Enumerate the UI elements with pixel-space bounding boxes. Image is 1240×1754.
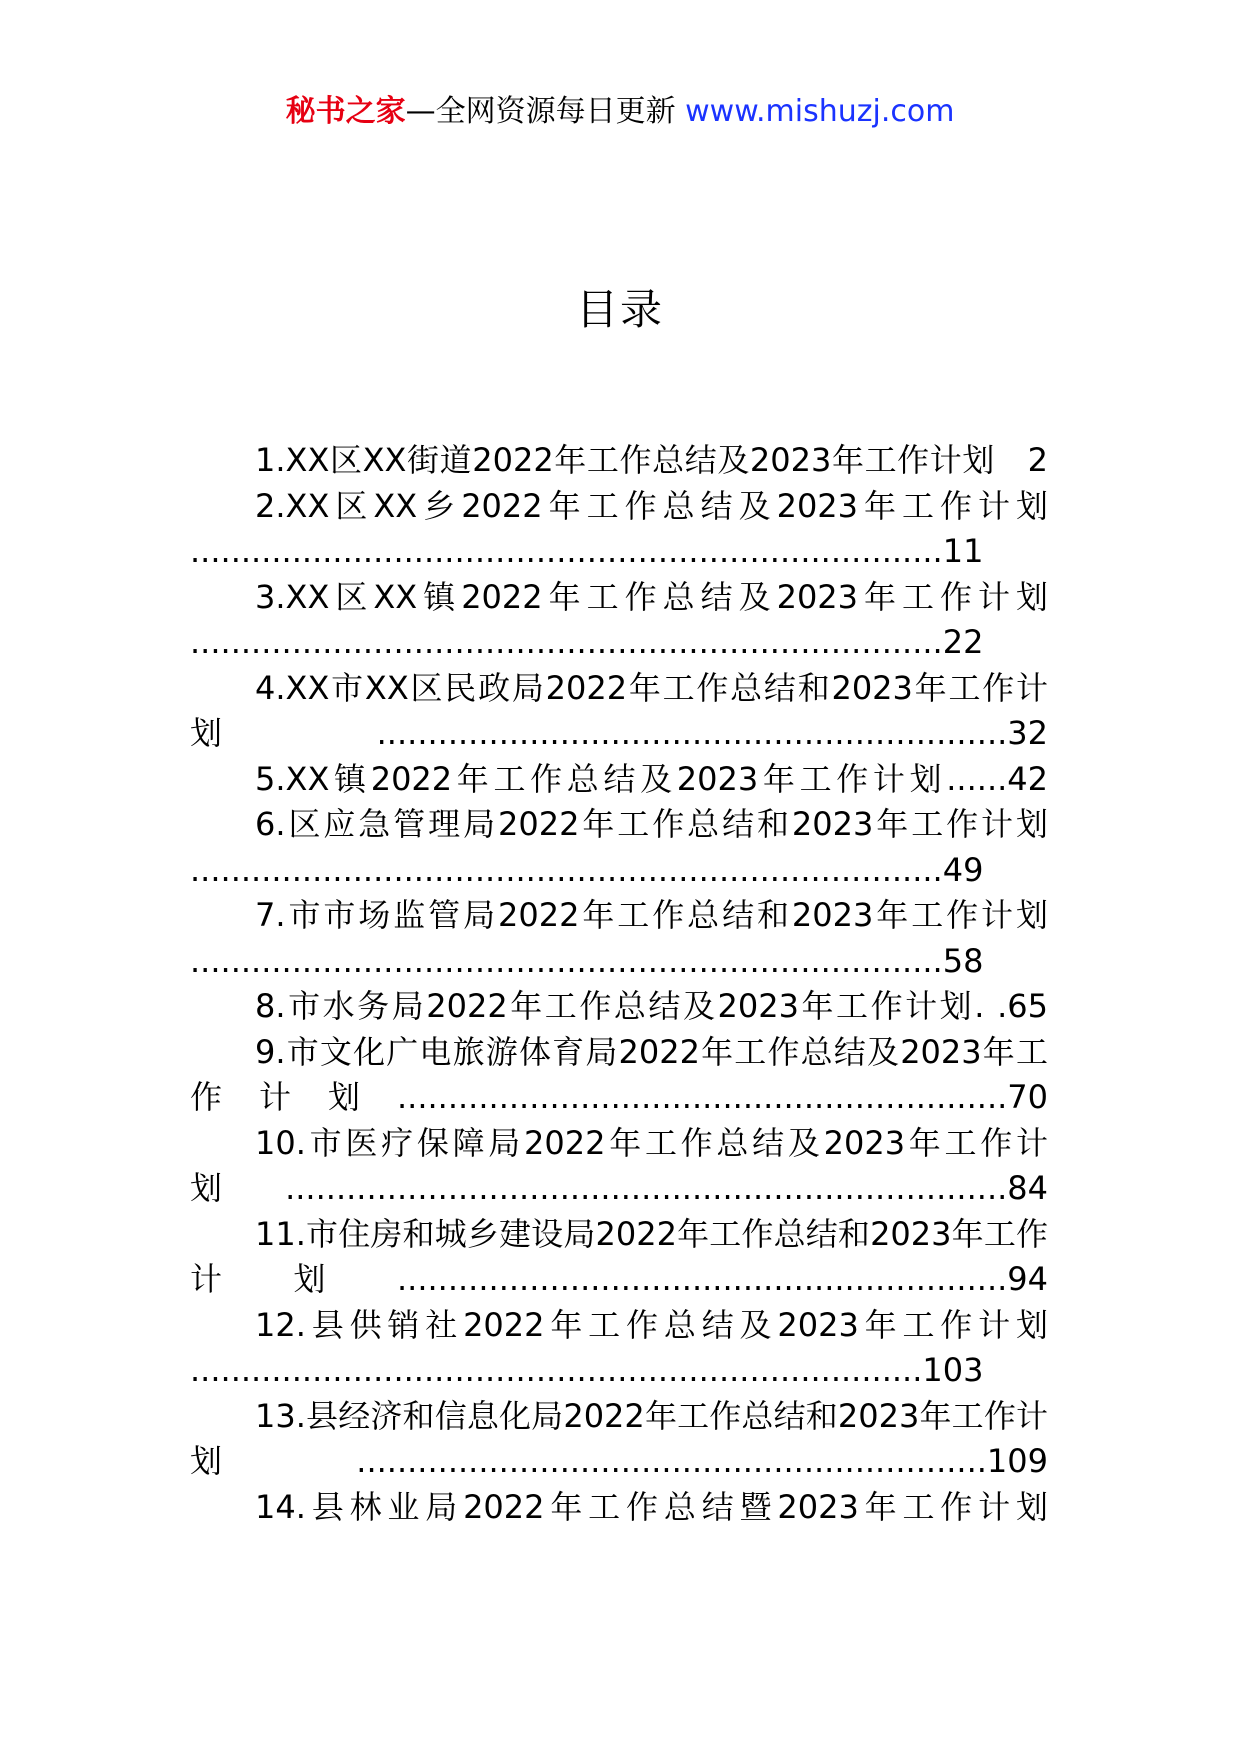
- toc-entry-title: 县林业局2022年工作总结暨2023年工作计划: [305, 1487, 1048, 1526]
- toc-entry-page: 22: [942, 623, 984, 661]
- toc-entry-page: 32: [1007, 714, 1048, 752]
- toc-entry[interactable]: [190, 484, 1048, 575]
- toc-entry-number: 6.: [255, 805, 286, 843]
- toc-entry-number: 3.: [255, 577, 286, 616]
- toc-entry-title: XX市XX区民政局2022年工作总结和2023年工作计划: [190, 668, 1048, 752]
- toc-entry-number: 14.: [255, 1487, 306, 1526]
- toc-entry-page: 65: [1007, 987, 1048, 1025]
- toc-entry-title: XX区XX乡2022年工作总结及2023年工作计划: [285, 486, 1048, 525]
- toc-leader-dots: ......: [946, 759, 1008, 798]
- toc-leader-dots: .......................................................................: [285, 1169, 1008, 1207]
- toc-entry-title: 市市场监管局2022年工作总结和2023年工作计划: [285, 896, 1048, 934]
- site-link[interactable]: www.mishuzj.com: [685, 94, 955, 129]
- toc-leader-dots: ..............................................................: [356, 1442, 987, 1480]
- toc-entry[interactable]: [190, 1212, 1048, 1303]
- toc-entry-title: 市水务局2022年工作总结及2023年工作计划: [285, 987, 975, 1025]
- toc-entry-page: 84: [1007, 1169, 1048, 1207]
- toc-entry[interactable]: [190, 802, 1048, 893]
- toc-entry-page: 49: [942, 850, 984, 889]
- toc-entry-title: 县经济和信息化局2022年工作总结和2023年工作计划: [190, 1396, 1048, 1480]
- toc-leader-dots: ........................................................................: [190, 1351, 923, 1389]
- header-tagline: —全网资源每日更新: [405, 94, 686, 129]
- toc-entry-page: 94: [1007, 1260, 1048, 1298]
- toc-leader-dots: ..........................................................................: [190, 532, 943, 570]
- toc-entry-number: 12.: [255, 1305, 306, 1344]
- toc-leader-dots: ..........................................................................: [190, 623, 943, 661]
- toc-entry-title: 市文化广电旅游体育局2022年工作总结及2023年工作计划: [190, 1032, 1048, 1116]
- toc-entry-title: XX区XX镇2022年工作总结及2023年工作计划: [285, 577, 1048, 616]
- table-of-contents: [190, 438, 1048, 1530]
- toc-entry-number: 13.: [255, 1396, 306, 1435]
- toc-leader-dots: ............................................................: [396, 1078, 1008, 1116]
- toc-entry-page: 2: [1027, 441, 1048, 479]
- page-title: 目录: [575, 285, 664, 334]
- toc-entry-number: 2.: [255, 486, 286, 525]
- toc-entry-page: 42: [1007, 759, 1048, 798]
- toc-leader-dots: [995, 441, 1028, 479]
- toc-entry-title: 县供销社2022年工作总结及2023年工作计划: [305, 1305, 1048, 1344]
- toc-leader-dots: ..........................................................................: [190, 850, 943, 889]
- toc-entry-title: 市医疗保障局2022年工作总结及2023年工作计划: [190, 1123, 1048, 1207]
- toc-entry-number: 1.: [255, 441, 286, 479]
- toc-entry[interactable]: [190, 893, 1048, 984]
- toc-entry[interactable]: [190, 1303, 1048, 1394]
- toc-leader-dots: . .: [974, 987, 1008, 1025]
- toc-entry-title: XX区XX街道2022年工作总结及2023年工作计划: [285, 441, 996, 479]
- toc-entry[interactable]: [190, 1485, 1048, 1531]
- toc-entry[interactable]: [190, 1030, 1048, 1121]
- toc-entry-page: 109: [986, 1442, 1048, 1480]
- toc-entry-number: 10.: [255, 1123, 306, 1162]
- toc-entry[interactable]: [190, 575, 1048, 666]
- toc-entry-number: 8.: [255, 987, 286, 1025]
- toc-entry-number: 4.: [255, 668, 286, 707]
- toc-entry[interactable]: [190, 666, 1048, 757]
- toc-entry-title: 区应急管理局2022年工作总结和2023年工作计划: [285, 805, 1048, 843]
- toc-entry-number: 11.: [255, 1214, 306, 1253]
- toc-entry[interactable]: [190, 757, 1048, 803]
- toc-leader-dots: ..............................................................: [376, 714, 1008, 752]
- toc-leader-dots: ............................................................: [396, 1260, 1008, 1298]
- toc-entry-title: 市住房和城乡建设局2022年工作总结和2023年工作计划: [190, 1214, 1048, 1298]
- toc-leader-dots: ..........................................................................: [190, 941, 943, 980]
- toc-entry-page: 58: [942, 941, 984, 980]
- toc-entry-number: 7.: [255, 896, 286, 934]
- toc-entry[interactable]: [190, 984, 1048, 1030]
- toc-entry[interactable]: [190, 1394, 1048, 1485]
- toc-entry[interactable]: [190, 438, 1048, 484]
- toc-entry-page: 103: [922, 1351, 984, 1389]
- brand-name: 秘书之家: [285, 94, 406, 129]
- toc-entry[interactable]: [190, 1121, 1048, 1212]
- toc-entry-page: 70: [1007, 1078, 1048, 1116]
- toc-entry-page: 11: [942, 532, 984, 570]
- toc-entry-title: XX镇2022年工作总结及2023年工作计划: [285, 759, 947, 798]
- toc-entry-number: 5.: [255, 759, 286, 798]
- page-header: [0, 92, 1240, 132]
- toc-entry-number: 9.: [255, 1032, 286, 1071]
